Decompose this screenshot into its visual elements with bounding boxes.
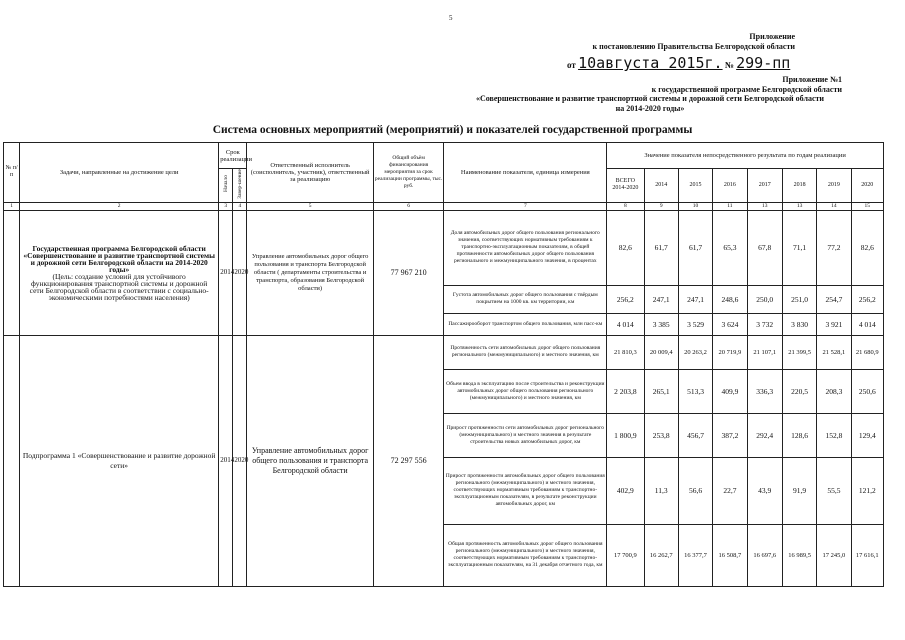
program-start: 2014 xyxy=(219,210,233,335)
indicator-name: Общая протяженность автомобильных дорог общего пользования регионального (межмуниципального) и местного значения, соответствующих нормативным требованиям к транспортно-эксплуатационным показателям, на 31 декабря отчетного года, км xyxy=(444,524,607,586)
indicator-value: 16 262,7 xyxy=(644,524,678,586)
header-year: 2019 xyxy=(817,169,851,203)
indicator-value: 3 529 xyxy=(678,313,712,335)
indicator-value: 20 263,2 xyxy=(678,335,712,369)
header-year: 2016 xyxy=(713,169,747,203)
appendix1-line1: к государственной программе Белгородской области xyxy=(651,84,842,94)
header-volume: Общий объём финансирования мероприятия за срок реализации программы, тыс. руб. xyxy=(373,143,444,203)
header-total: ВСЕГО 2014-2020 xyxy=(607,169,644,203)
indicator-value: 1 800,9 xyxy=(607,413,644,457)
indicator-value: 91,9 xyxy=(782,457,816,524)
col-number: 13 xyxy=(747,202,782,210)
indicator-value: 402,9 xyxy=(607,457,644,524)
subprogram-task: Подпрограмма 1 «Совершенствование и развитие дорожной сети» xyxy=(20,335,219,586)
indicator-value: 17 700,9 xyxy=(607,524,644,586)
appendix1-header xyxy=(430,75,870,113)
indicator-value: 247,1 xyxy=(644,285,678,313)
indicator-value: 82,6 xyxy=(851,210,883,285)
subprogram-executor: Управление автомобильных дорог общего пользования и транспорта Белгородской области xyxy=(247,335,373,586)
indicators-table xyxy=(3,142,884,587)
indicator-value: 409,9 xyxy=(713,369,747,413)
decree-line xyxy=(567,54,790,72)
appendix1-line3: на 2014-2020 годы» xyxy=(615,103,685,113)
indicator-value: 67,8 xyxy=(747,210,782,285)
indicator-value: 253,8 xyxy=(644,413,678,457)
col-number: 14 xyxy=(817,202,851,210)
subprogram-volume: 72 297 556 xyxy=(373,335,444,586)
indicator-value: 247,1 xyxy=(678,285,712,313)
indicator-value: 21 680,9 xyxy=(851,335,883,369)
indicator-value: 3 732 xyxy=(747,313,782,335)
header-row-1 xyxy=(4,143,884,169)
col-number: 13 xyxy=(782,202,816,210)
indicator-value: 20 719,9 xyxy=(713,335,747,369)
indicator-value: 256,2 xyxy=(607,285,644,313)
indicator-value: 128,6 xyxy=(782,413,816,457)
indicator-value: 208,3 xyxy=(817,369,851,413)
indicator-value: 21 810,3 xyxy=(607,335,644,369)
col-number: 7 xyxy=(444,202,607,210)
indicator-value: 513,3 xyxy=(678,369,712,413)
indicator-value: 220,5 xyxy=(782,369,816,413)
appendix-header xyxy=(545,32,795,52)
indicator-value: 16 377,7 xyxy=(678,524,712,586)
header-values-group: Значение показателя непосредственного результата по годам реализации xyxy=(607,143,884,169)
program-executor: Управление автомобильных дорог общего пользования и транспорта Белгородской области ( департаменты строительства и транспорта, образования Белгородской области) xyxy=(247,210,373,335)
number-label: № xyxy=(724,60,734,70)
header-term: Срок реализации xyxy=(219,143,247,169)
appendix1-title: Приложение №1 xyxy=(782,75,842,84)
indicator-value: 250,6 xyxy=(851,369,883,413)
indicator-value: 61,7 xyxy=(678,210,712,285)
indicator-value: 21 107,1 xyxy=(747,335,782,369)
indicator-name: Густота автомобильных дорог общего пользования с твёрдым покрытием на 1000 кв. км территории, км xyxy=(444,285,607,313)
indicator-value: 82,6 xyxy=(607,210,644,285)
decree-date: 10августа 2015г. xyxy=(578,54,723,72)
indicator-name: Протяженность сети автомобильных дорог общего пользования регионального (межмуниципального) и местного значения, км xyxy=(444,335,607,369)
header-end: Завер-шение xyxy=(233,169,247,203)
indicator-value: 2 203,8 xyxy=(607,369,644,413)
main-title: Система основных мероприятий (мероприятий) и показателей государственной программы xyxy=(212,124,693,136)
indicator-value: 43,9 xyxy=(747,457,782,524)
indicator-value: 251,0 xyxy=(782,285,816,313)
indicator-value: 292,4 xyxy=(747,413,782,457)
indicator-value: 265,1 xyxy=(644,369,678,413)
indicator-value: 21 528,1 xyxy=(817,335,851,369)
table-row xyxy=(4,335,884,369)
indicator-value: 77,2 xyxy=(817,210,851,285)
indicator-value: 55,5 xyxy=(817,457,851,524)
indicator-name: Объем ввода в эксплуатацию после строительства и реконструкции автомобильных дорог общего пользования регионального (межмуниципального) и местного значения, км xyxy=(444,369,607,413)
indicator-value: 17 245,0 xyxy=(817,524,851,586)
indicator-value: 456,7 xyxy=(678,413,712,457)
program-task-cell xyxy=(20,210,219,335)
indicator-name: Прирост протяженности автомобильных дорог общего пользования регионального (межмуниципального) и местного значения, соответствующих нормативным требованиям к транспортно-эксплуатационным показателям, в результате реконструкции автомобильных дорог, км xyxy=(444,457,607,524)
indicator-value: 3 385 xyxy=(644,313,678,335)
col-number: 2 xyxy=(20,202,219,210)
indicator-value: 387,2 xyxy=(713,413,747,457)
indicator-value: 3 624 xyxy=(713,313,747,335)
indicator-value: 336,3 xyxy=(747,369,782,413)
header-year: 2020 xyxy=(851,169,883,203)
header-year: 2017 xyxy=(747,169,782,203)
col-number: 6 xyxy=(373,202,444,210)
subprogram-end: 2020 xyxy=(233,335,247,586)
indicator-name: Доля автомобильных дорог общего пользования регионального значения, соответствующих нормативным требованиям к транспортно-эксплуатационным показателям, в общей протяженности автомобильных дорог общего пользования регионального и межмуниципального значения, в процентах xyxy=(444,210,607,285)
from-label: от xyxy=(567,60,576,70)
program-task: Государственная программа Белгородской области «Совершенствование и развитие транспортной системы и дорожной сети Белгородской области на 2014-2020 годы» xyxy=(23,243,215,274)
indicator-value: 256,2 xyxy=(851,285,883,313)
indicator-value: 22,7 xyxy=(713,457,747,524)
indicator-value: 21 399,5 xyxy=(782,335,816,369)
col-number: 3 xyxy=(219,202,233,210)
indicator-value: 4 014 xyxy=(607,313,644,335)
header-year: 2018 xyxy=(782,169,816,203)
indicator-value: 16 989,5 xyxy=(782,524,816,586)
header-year: 2014 xyxy=(644,169,678,203)
decree-number: 299-пп xyxy=(736,54,791,72)
program-end: 2020 xyxy=(233,210,247,335)
subprogram-num xyxy=(4,335,20,586)
col-number: 15 xyxy=(851,202,883,210)
indicator-value: 71,1 xyxy=(782,210,816,285)
col-number: 5 xyxy=(247,202,373,210)
program-num xyxy=(4,210,20,335)
indicator-value: 250,0 xyxy=(747,285,782,313)
indicator-value: 129,4 xyxy=(851,413,883,457)
header-indicator: Наименование показателя, единица измерения xyxy=(444,143,607,203)
col-number: 11 xyxy=(713,202,747,210)
indicator-value: 11,3 xyxy=(644,457,678,524)
indicator-value: 61,7 xyxy=(644,210,678,285)
indicator-value: 17 616,1 xyxy=(851,524,883,586)
header-executor: Ответственный исполнитель (соисполнитель, участник), ответственный за реализацию xyxy=(247,143,373,203)
table-row xyxy=(4,210,884,285)
indicator-value: 152,8 xyxy=(817,413,851,457)
indicator-value: 16 508,7 xyxy=(713,524,747,586)
indicator-value: 254,7 xyxy=(817,285,851,313)
indicator-value: 4 014 xyxy=(851,313,883,335)
page-number: 5 xyxy=(449,14,453,22)
col-number: 8 xyxy=(607,202,644,210)
header-year: 2015 xyxy=(678,169,712,203)
indicator-value: 56,6 xyxy=(678,457,712,524)
indicator-value: 3 830 xyxy=(782,313,816,335)
col-number: 10 xyxy=(678,202,712,210)
appendix-title: Приложение xyxy=(749,32,795,41)
indicator-value: 16 697,6 xyxy=(747,524,782,586)
appendix1-line2: «Совершенствование и развитие транспортной системы и дорожной сети Белгородской области xyxy=(475,94,825,103)
header-tasks: Задачи, направленные на достижение цели xyxy=(20,143,219,203)
col-number: 1 xyxy=(4,202,20,210)
indicator-value: 248,6 xyxy=(713,285,747,313)
col-number: 4 xyxy=(233,202,247,210)
program-volume: 77 967 210 xyxy=(373,210,444,335)
indicator-value: 3 921 xyxy=(817,313,851,335)
indicator-value: 65,3 xyxy=(713,210,747,285)
program-goal: (Цель: создание условий для устойчивого функционирования транспортной системы и дорожной сети Белгородской области в соответствии с социально-экономическими потребностями населения) xyxy=(29,271,209,302)
subprogram-start: 2014 xyxy=(219,335,233,586)
header-start: Начало xyxy=(219,169,233,203)
header-num: № п/п xyxy=(4,143,20,203)
indicator-name: Прирост протяженности сети автомобильных дорог регионального (межмуниципального) и местного значения в результате строительства новых автомобильных дорог, км xyxy=(444,413,607,457)
indicator-value: 121,2 xyxy=(851,457,883,524)
column-numbers-row xyxy=(4,202,884,210)
indicator-value: 20 009,4 xyxy=(644,335,678,369)
indicator-name: Пассажирооборот транспортом общего пользования, млн пасс-км xyxy=(444,313,607,335)
appendix-to-decree: к постановлению Правительства Белгородской области xyxy=(592,42,795,51)
col-number: 9 xyxy=(644,202,678,210)
